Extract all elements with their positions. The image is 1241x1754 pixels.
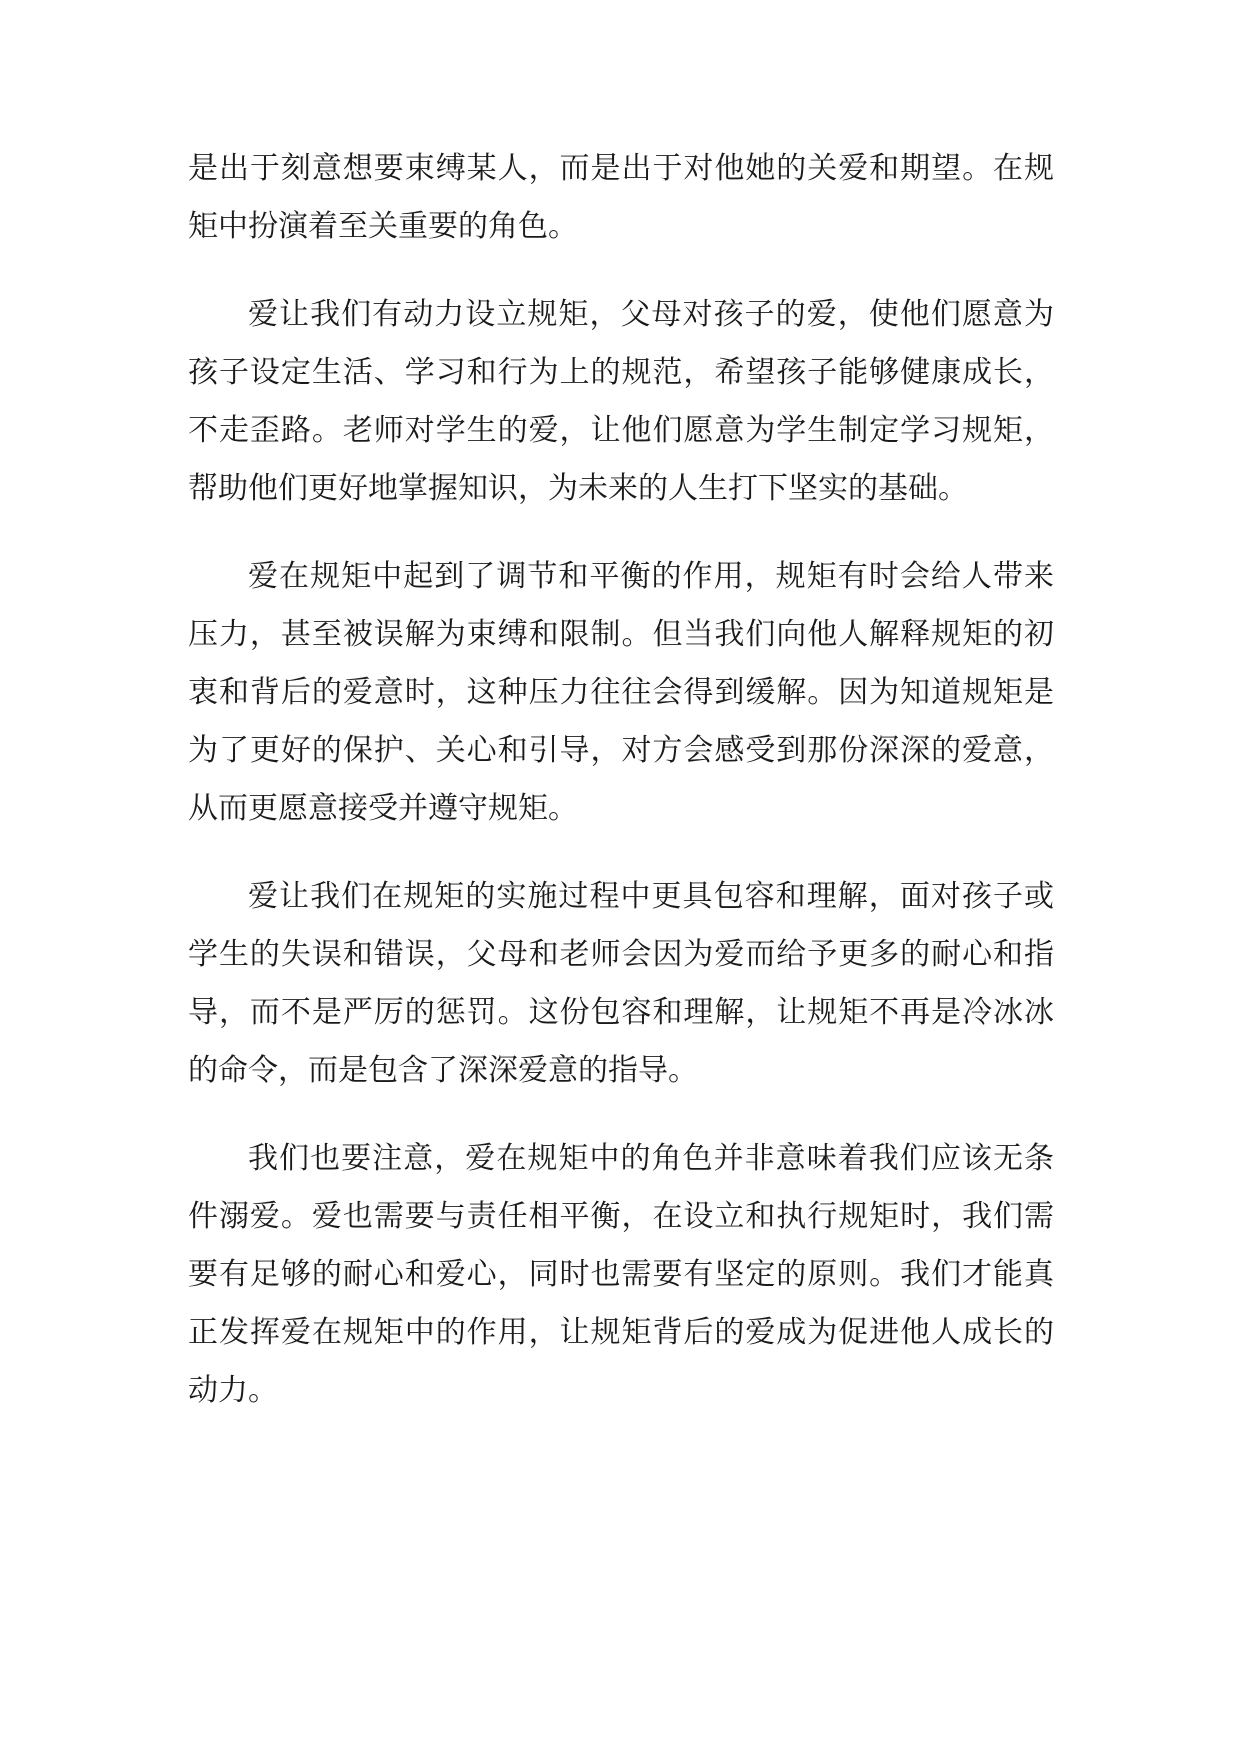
paragraph: 爱在规矩中起到了调节和平衡的作用，规矩有时会给人带来压力，甚至被误解为束缚和限制。但当我们向他人解释规矩的初衷和背后的爱意时，这种压力往往会得到缓解。因为知道规矩是为了更好的保护、关心和引导，对方会感受到那份深深的爱意，从而更愿意接受并遵守规矩。 bbox=[188, 559, 1054, 826]
document-body bbox=[188, 140, 1054, 1450]
paragraph: 是出于刻意想要束缚某人，而是出于对他她的关爱和期望。在规矩中扮演着至关重要的角色。 bbox=[188, 151, 1054, 244]
paragraph: 爱让我们有动力设立规矩，父母对孩子的爱，使他们愿意为孩子设定生活、学习和行为上的规范，希望孩子能够健康成长，不走歪路。老师对学生的爱，让他们愿意为学生制定学习规矩，帮助他们更好地掌握知识，为未来的人生打下坚实的基础。 bbox=[188, 297, 1054, 506]
paragraph: 我们也要注意，爱在规矩中的角色并非意味着我们应该无条件溺爱。爱也需要与责任相平衡，在设立和执行规矩时，我们需要有足够的耐心和爱心，同时也需要有坚定的原则。我们才能真正发挥爱在规矩中的作用，让规矩背后的爱成为促进他人成长的动力。 bbox=[188, 1141, 1054, 1408]
paragraph: 爱让我们在规矩的实施过程中更具包容和理解，面对孩子或学生的失误和错误，父母和老师会因为爱而给予更多的耐心和指导，而不是严厉的惩罚。这份包容和理解，让规矩不再是冷冰冰的命令，而是包含了深深爱意的指导。 bbox=[188, 879, 1054, 1088]
